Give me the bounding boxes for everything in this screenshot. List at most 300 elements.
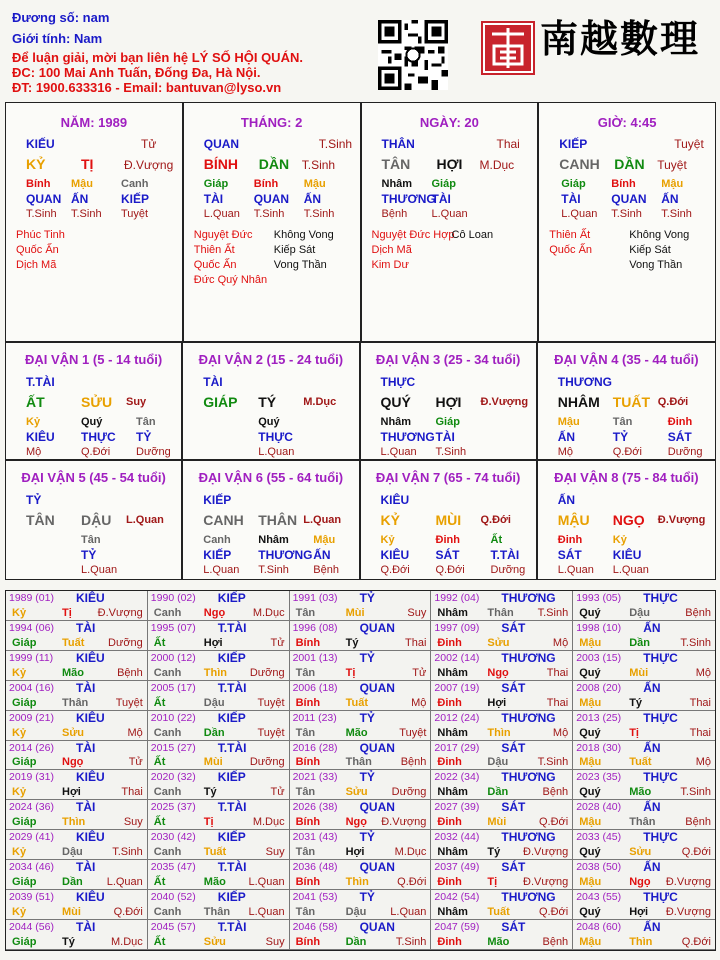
- hidden-stage: Bệnh: [381, 208, 408, 220]
- hidden-stem: Đinh: [557, 534, 583, 546]
- pillar-stage: Tuyệt: [674, 137, 704, 151]
- hidden-stem: Giáp: [435, 416, 460, 428]
- year-can: Tân: [295, 846, 316, 859]
- year-stage: Tuyệt: [257, 726, 285, 739]
- year-stage: L.Quan: [248, 906, 285, 919]
- year-label: 2017 (29): [434, 741, 480, 754]
- year-stage: T.Sinh: [537, 756, 569, 769]
- hidden-stem: Giáp: [431, 178, 456, 190]
- year-stage: Thai: [689, 726, 711, 739]
- year-stage: Tuyệt: [257, 696, 285, 709]
- year-cell: [573, 920, 715, 950]
- year-god: SÁT: [501, 740, 526, 755]
- year-stage: Mộ: [411, 696, 427, 709]
- year-cell: [290, 741, 432, 771]
- star-left: Kim Dư: [371, 259, 409, 271]
- hidden-god: ẤN: [71, 192, 89, 206]
- year-cell: [6, 651, 148, 681]
- year-chi: Dần: [62, 876, 83, 889]
- year-cell: [6, 830, 148, 860]
- star-right: Không Vong: [629, 229, 690, 241]
- year-stage: M.Dục: [111, 935, 143, 948]
- year-can: Nhâm: [437, 906, 468, 919]
- year-god: TỶ: [359, 710, 375, 725]
- star-left: Nguyệt Đức: [193, 229, 253, 241]
- year-chi: Ngọ: [345, 816, 367, 829]
- pillar-stage: Thai: [496, 137, 520, 151]
- year-can: Mậu: [579, 935, 602, 948]
- year-stage: Mộ: [695, 756, 711, 769]
- hidden-god: QUAN: [253, 192, 290, 206]
- year-stage: Đ.Vượng: [523, 846, 569, 859]
- hidden-stem: Kỷ: [26, 416, 41, 428]
- year-stage: Thai: [689, 696, 711, 709]
- year-stage: M.Dục: [252, 816, 285, 829]
- year-stage: T.Sinh: [395, 935, 427, 948]
- dai-van-god: ẤN: [557, 493, 576, 507]
- hidden-god: KIÊU: [380, 548, 410, 562]
- year-label: 2014 (26): [9, 741, 54, 754]
- hidden-stem: Giáp: [203, 178, 229, 190]
- year-chi: Thân: [345, 756, 372, 769]
- year-cell: [6, 920, 148, 950]
- year-god: KIẾP: [217, 890, 246, 905]
- year-god: KIÊU: [76, 830, 105, 845]
- duong-so: Đương số: nam: [12, 10, 110, 25]
- year-god: TÀI: [76, 620, 96, 635]
- year-cell: [431, 860, 573, 890]
- year-god: KIẾP: [217, 770, 246, 785]
- year-chi: Tị: [203, 816, 214, 829]
- year-cell: [6, 711, 148, 741]
- year-label: 2028 (40): [576, 801, 622, 814]
- year-can: Ất: [153, 816, 166, 829]
- year-chi: Thìn: [487, 726, 511, 739]
- hidden-stem: Đinh: [667, 416, 693, 428]
- year-god: SÁT: [501, 920, 526, 935]
- year-cell: [290, 651, 432, 681]
- year-cell: [148, 830, 290, 860]
- year-cell: [573, 591, 715, 621]
- year-stage: Q.Đới: [538, 816, 569, 829]
- dai-van-chi: THÂN: [258, 512, 298, 528]
- year-cell: [431, 621, 573, 651]
- year-stage: L.Quan: [390, 906, 427, 919]
- hidden-god: TỶ: [612, 430, 629, 444]
- dai-van-god: TỶ: [26, 493, 42, 507]
- year-cell: [148, 741, 290, 771]
- year-stage: Tử: [270, 786, 285, 799]
- year-god: THƯƠNG: [501, 830, 556, 845]
- year-can: Đinh: [437, 636, 462, 649]
- year-chi: Tý: [203, 786, 217, 799]
- hidden-stage: Q.Đới: [612, 446, 642, 458]
- year-god: QUAN: [359, 740, 395, 755]
- year-god: SÁT: [501, 800, 526, 815]
- year-cell: [148, 651, 290, 681]
- year-stage: M.Dục: [394, 846, 427, 859]
- year-chi: Dần: [345, 935, 367, 948]
- year-label: 2011 (23): [292, 711, 337, 724]
- dai-van-1: [6, 343, 183, 461]
- year-stage: Thai: [546, 666, 569, 679]
- hidden-stage: T.Sinh: [26, 208, 57, 220]
- year-can: Tân: [295, 906, 316, 919]
- year-god: QUAN: [359, 800, 395, 815]
- year-chi: Sửu: [62, 726, 85, 739]
- year-chi: Tuất: [629, 756, 652, 769]
- year-cell: [573, 830, 715, 860]
- dai-van-stage: Q.Đới: [657, 396, 689, 408]
- dai-van-chi: TÝ: [258, 394, 277, 410]
- year-chi: Tị: [487, 876, 498, 889]
- year-god: THƯƠNG: [501, 650, 556, 665]
- hidden-stage: L.Quan: [380, 446, 417, 458]
- year-can: Ất: [153, 935, 166, 948]
- year-stage: Bệnh: [685, 816, 711, 829]
- dai-van-chi: HỢI: [435, 394, 462, 410]
- year-stage: Thai: [404, 636, 427, 649]
- year-label: 1992 (04): [434, 592, 480, 604]
- hidden-stage: T.Sinh: [611, 208, 642, 220]
- year-chi: Dậu: [487, 756, 509, 769]
- year-cell: [6, 860, 148, 890]
- year-stage: T.Sinh: [680, 636, 711, 649]
- year-label: 2010 (22): [150, 711, 196, 724]
- year-god: TỶ: [359, 650, 375, 665]
- year-label: 2030 (42): [150, 831, 196, 844]
- year-stage: Mộ: [552, 636, 569, 649]
- year-label: 2040 (52): [150, 891, 196, 904]
- year-can: Canh: [153, 906, 182, 919]
- star-left: Đức Quý Nhân: [193, 274, 268, 286]
- hidden-stage: L.Quan: [431, 208, 468, 220]
- star-right: Vong Thần: [629, 259, 683, 271]
- year-can: Tân: [295, 726, 316, 739]
- year-can: Đinh: [437, 816, 462, 829]
- year-can: Quý: [579, 606, 601, 619]
- year-chi: Tuất: [62, 636, 85, 649]
- year-stage: L.Quan: [106, 876, 143, 889]
- year-stage: Mộ: [695, 666, 711, 679]
- year-can: Tân: [295, 666, 316, 679]
- hidden-god: TÀI: [203, 192, 224, 206]
- year-chi: Mão: [629, 786, 652, 799]
- year-god: ẤN: [643, 680, 661, 695]
- year-stage: Đ.Vượng: [523, 876, 569, 889]
- year-stage: Đ.Vượng: [665, 876, 711, 889]
- hidden-stage: T.Sinh: [303, 208, 335, 220]
- year-stage: Tử: [128, 756, 143, 769]
- year-chi: Tý: [629, 696, 643, 709]
- hidden-stage: T.Sinh: [661, 208, 692, 220]
- dai-van-chi: NGỌ: [612, 512, 645, 528]
- year-chi: Dần: [487, 786, 509, 799]
- year-god: THỰC: [643, 770, 678, 785]
- year-cell: [148, 800, 290, 830]
- year-stage: Tử: [412, 666, 427, 679]
- year-god: TỶ: [359, 770, 375, 785]
- dai-van-can: MẬU: [557, 512, 590, 528]
- pillar-title: THÁNG: 2: [240, 115, 303, 130]
- year-label: 2045 (57): [150, 921, 196, 934]
- year-can: Đinh: [437, 876, 462, 889]
- year-stage: Thai: [121, 786, 143, 799]
- year-can: Bính: [295, 696, 321, 709]
- hidden-god: THỰC: [258, 430, 293, 444]
- year-god: TÀI: [76, 920, 96, 935]
- year-can: Kỷ: [12, 666, 27, 679]
- year-stage: Đ.Vượng: [381, 816, 427, 829]
- dai-van-stage: L.Quan: [303, 514, 342, 526]
- gioi-tinh: Giới tính: Nam: [12, 31, 103, 46]
- dai-van-chi: TUẤT: [612, 394, 651, 410]
- hidden-god: SÁT: [667, 430, 692, 444]
- year-stage: Q.Đới: [681, 846, 711, 859]
- year-cell: [6, 770, 148, 800]
- year-god: THƯƠNG: [501, 591, 556, 605]
- dai-van-god: THƯƠNG: [557, 375, 612, 389]
- year-chi: Thân: [203, 906, 231, 919]
- year-god: QUAN: [359, 920, 395, 935]
- yearly-luck-grid: [5, 590, 716, 951]
- year-god: T.TÀI: [217, 800, 247, 815]
- year-cell: [6, 591, 148, 621]
- star-right: Vong Thần: [273, 259, 327, 271]
- year-chi: Thân: [62, 696, 89, 709]
- year-chi: Sửu: [203, 935, 226, 948]
- year-god: KIÊU: [76, 890, 105, 905]
- hidden-god: ẤN: [661, 192, 679, 206]
- pillar-3: [539, 103, 715, 341]
- year-god: THỰC: [643, 830, 678, 845]
- year-stage: M.Dục: [252, 606, 285, 619]
- year-god: QUAN: [359, 860, 395, 875]
- year-can: Đinh: [437, 756, 462, 769]
- year-chi: Mùi: [629, 666, 649, 679]
- year-can: Mậu: [579, 816, 602, 829]
- year-chi: Hợi: [62, 786, 81, 799]
- year-can: Quý: [579, 846, 601, 859]
- year-label: 2038 (50): [576, 861, 622, 874]
- year-chi: Dậu: [203, 696, 225, 709]
- year-can: Canh: [153, 726, 182, 739]
- star-left: Thiên Ất: [549, 229, 591, 241]
- year-label: 2031 (43): [292, 831, 338, 844]
- dai-van-god: T.TÀI: [26, 375, 55, 389]
- dai-van-8: [538, 461, 715, 579]
- year-god: T.TÀI: [217, 620, 247, 635]
- hidden-stage: L.Quan: [81, 564, 118, 576]
- year-god: SÁT: [501, 860, 526, 875]
- star-left: Nguyệt Đức Hợp: [371, 229, 455, 241]
- year-label: 2047 (59): [434, 921, 480, 934]
- hidden-god: ẤN: [313, 548, 331, 562]
- dai-van-can: KỶ: [380, 512, 400, 528]
- pillar-chi: TỊ: [81, 156, 94, 172]
- dai-van-stage: Q.Đới: [480, 514, 511, 526]
- year-chi: Mão: [345, 726, 368, 739]
- pillar-can: TÂN: [381, 156, 411, 172]
- hidden-stem: Canh: [121, 178, 149, 190]
- year-stage: Q.Đới: [681, 935, 711, 948]
- pillar-chi: DẦN: [614, 156, 645, 172]
- hidden-stage: L.Quan: [203, 208, 240, 220]
- dai-van-can: TÂN: [26, 512, 55, 528]
- star-left: Quốc Ấn: [16, 244, 59, 256]
- year-cell: [290, 830, 432, 860]
- pillar-chi-stage: Đ.Vượng: [124, 158, 174, 172]
- year-chi: Hợi: [629, 906, 649, 919]
- year-god: KIÊU: [76, 591, 105, 605]
- hidden-god: SÁT: [435, 548, 460, 562]
- year-cell: [290, 920, 432, 950]
- year-cell: [290, 890, 432, 920]
- year-label: 1995 (07): [150, 621, 196, 634]
- hidden-stage: Tuyệt: [121, 208, 149, 220]
- star-left: Thiên Ất: [193, 244, 235, 256]
- year-cell: [290, 591, 432, 621]
- year-god: ẤN: [643, 920, 661, 935]
- year-cell: [6, 890, 148, 920]
- year-label: 1996 (08): [292, 621, 338, 634]
- seal-logo-icon: [480, 20, 536, 76]
- year-chi: Thân: [487, 606, 514, 619]
- hidden-stem: Nhâm: [381, 178, 413, 190]
- year-can: Bính: [295, 876, 321, 889]
- hidden-stage: L.Quan: [561, 208, 598, 220]
- year-label: 1991 (03): [292, 592, 338, 604]
- year-label: 2033 (45): [576, 831, 622, 844]
- year-can: Canh: [153, 606, 182, 619]
- pillar-title: GIỜ: 4:45: [597, 115, 657, 130]
- year-can: Tân: [295, 786, 316, 799]
- year-chi: Sửu: [629, 846, 652, 859]
- year-stage: Dưỡng: [249, 666, 285, 679]
- year-chi: Dần: [203, 726, 225, 739]
- year-can: Canh: [153, 786, 182, 799]
- year-god: TỶ: [359, 591, 375, 605]
- dai-van-title: ĐẠI VẬN 1 (5 - 14 tuổi): [25, 352, 163, 367]
- year-chi: Dậu: [62, 846, 83, 859]
- year-can: Nhâm: [437, 726, 468, 739]
- hidden-stem: Quý: [258, 416, 280, 428]
- hidden-god: TỶ: [81, 548, 97, 562]
- year-cell: [148, 621, 290, 651]
- hidden-stem: Mậu: [71, 178, 93, 190]
- year-can: Mậu: [579, 876, 602, 889]
- year-can: Kỷ: [12, 726, 27, 739]
- dai-van-5: [6, 461, 183, 579]
- year-chi: Dậu: [345, 906, 367, 919]
- year-can: Ất: [153, 636, 166, 649]
- year-stage: Suy: [407, 606, 427, 619]
- year-label: 2034 (46): [9, 861, 54, 874]
- year-chi: Tý: [487, 846, 501, 859]
- year-chi: Mùi: [62, 906, 81, 919]
- year-god: T.TÀI: [217, 680, 247, 695]
- year-label: 2016 (28): [292, 741, 338, 754]
- year-chi: Thìn: [629, 935, 653, 948]
- year-can: Canh: [153, 666, 182, 679]
- year-can: Mậu: [579, 636, 602, 649]
- year-god: TÀI: [76, 680, 96, 695]
- dai-van-stage: Đ.Vượng: [657, 514, 706, 526]
- hidden-stem: Mậu: [557, 416, 580, 428]
- year-label: 2008 (20): [576, 681, 622, 694]
- hidden-god: KIẾP: [121, 192, 150, 206]
- year-god: ẤN: [643, 800, 661, 815]
- year-chi: Tuất: [203, 846, 227, 859]
- year-can: Giáp: [12, 935, 37, 948]
- hidden-stage: T.Sinh: [253, 208, 285, 220]
- year-can: Bính: [295, 935, 321, 948]
- hidden-stage: Mộ: [557, 446, 574, 458]
- year-god: ẤN: [643, 740, 661, 755]
- year-cell: [148, 860, 290, 890]
- pillar-stage: Tử: [141, 137, 157, 151]
- hidden-stem: Mậu: [661, 178, 684, 190]
- pillar-can: CANH: [559, 156, 600, 172]
- year-stage: Bệnh: [542, 786, 569, 799]
- year-label: 2005 (17): [150, 681, 196, 694]
- hidden-stem: Tân: [81, 534, 101, 546]
- year-label: 1999 (11): [9, 651, 54, 664]
- year-label: 2022 (34): [434, 771, 480, 784]
- hidden-stem: Ất: [490, 534, 503, 546]
- year-can: Kỷ: [12, 846, 27, 859]
- dai-van-stage: Đ.Vượng: [480, 396, 529, 408]
- year-god: QUAN: [359, 680, 395, 695]
- year-can: Mậu: [579, 696, 602, 709]
- year-chi: Mùi: [345, 606, 365, 619]
- dai-van-god: THỰC: [380, 375, 416, 389]
- year-chi: Mão: [203, 876, 226, 889]
- qr-code-icon: [378, 20, 448, 90]
- year-cell: [148, 890, 290, 920]
- year-chi: Ngọ: [487, 666, 509, 679]
- year-chi: Sửu: [345, 786, 368, 799]
- year-can: Mậu: [579, 756, 602, 769]
- year-label: 2003 (15): [576, 651, 622, 664]
- dai-van-stage: M.Dục: [303, 396, 337, 408]
- year-cell: [573, 890, 715, 920]
- dai-van-grid: [5, 342, 716, 580]
- dai-van-title: ĐẠI VẬN 8 (75 - 84 tuổi): [554, 470, 699, 485]
- pillar-1: [184, 103, 362, 341]
- dai-van-4: [538, 343, 715, 461]
- year-can: Ất: [153, 756, 166, 769]
- star-left: Dịch Mã: [16, 259, 57, 271]
- dai-van-7: [361, 461, 538, 579]
- year-cell: [573, 800, 715, 830]
- year-cell: [290, 800, 432, 830]
- dai-van-stage: L.Quan: [126, 514, 164, 526]
- hidden-stem: Nhâm: [380, 416, 412, 428]
- year-god: KIÊU: [76, 710, 105, 725]
- year-can: Giáp: [12, 636, 37, 649]
- year-god: THỰC: [643, 650, 678, 665]
- dai-van-title: ĐẠI VẬN 3 (25 - 34 tuổi): [375, 352, 521, 367]
- year-stage: T.Sinh: [680, 786, 711, 799]
- year-label: 2027 (39): [434, 801, 480, 814]
- year-can: Nhâm: [437, 846, 468, 859]
- year-cell: [6, 681, 148, 711]
- year-label: 2002 (14): [434, 651, 480, 664]
- year-label: 1990 (02): [150, 592, 196, 604]
- year-chi: Thìn: [345, 876, 369, 889]
- hidden-stem: Mậu: [313, 534, 336, 546]
